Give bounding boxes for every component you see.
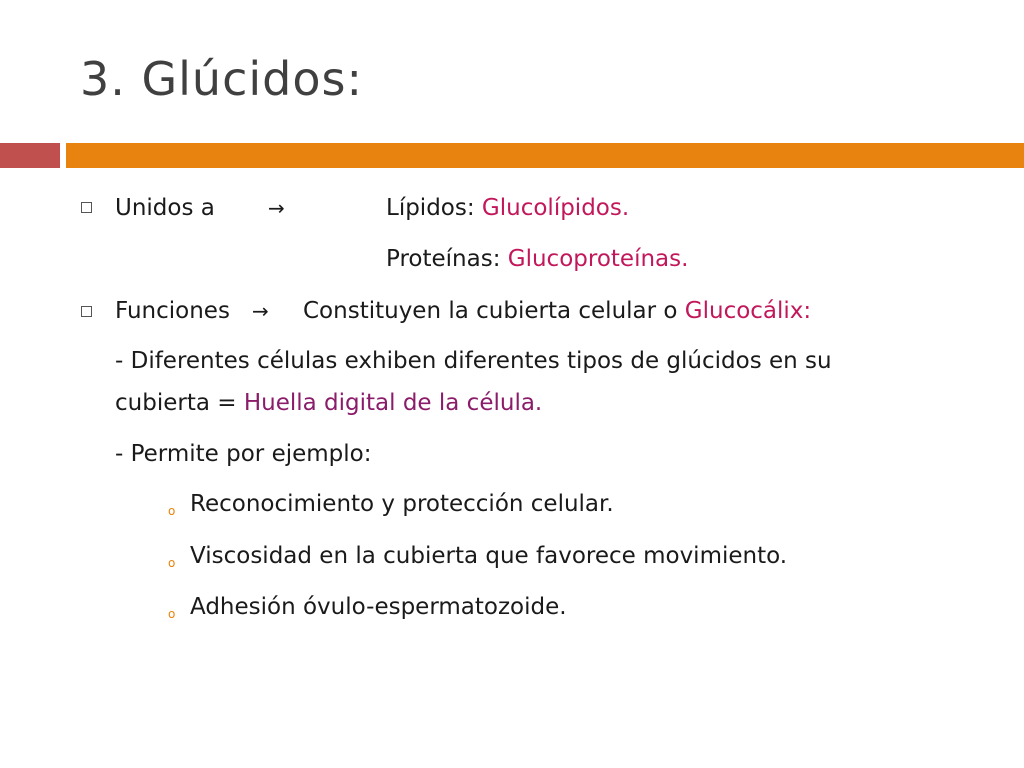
lipidos-line xyxy=(386,194,629,222)
example-item: Adhesión óvulo-espermatozoide. xyxy=(190,594,567,620)
diferentes-line-1: - Diferentes células exhiben diferentes tipos de glúcidos en su xyxy=(115,348,832,374)
right-arrow-icon: → xyxy=(252,299,269,323)
huella-digital-highlight: Huella digital de la célula. xyxy=(243,390,543,416)
funciones-text xyxy=(303,297,811,325)
circle-bullet-icon: o xyxy=(168,607,176,621)
example-item: Reconocimiento y protección celular. xyxy=(190,491,614,517)
square-bullet-icon xyxy=(81,202,92,213)
unidos-label: Unidos a xyxy=(115,195,215,221)
proteinas-line xyxy=(386,245,688,273)
lipidos-label: Lípidos: xyxy=(386,195,482,221)
title-underline-accent-orange xyxy=(66,143,1024,168)
right-arrow-icon: → xyxy=(268,196,285,220)
title-underline-accent-red xyxy=(0,143,60,168)
permite-line: - Permite por ejemplo: xyxy=(115,441,372,467)
funciones-label: Funciones xyxy=(115,298,230,324)
slide-title: 3. Glúcidos: xyxy=(80,52,363,106)
proteinas-value: Glucoproteínas. xyxy=(507,246,689,272)
proteinas-label: Proteínas: xyxy=(386,246,508,272)
circle-bullet-icon: o xyxy=(168,556,176,570)
glucocalix-highlight: Glucocálix: xyxy=(684,298,812,324)
diferentes-prefix: cubierta = xyxy=(115,390,244,416)
diferentes-line-2 xyxy=(115,389,542,417)
square-bullet-icon xyxy=(81,306,92,317)
lipidos-value: Glucolípidos. xyxy=(481,195,630,221)
circle-bullet-icon: o xyxy=(168,504,176,518)
bullet-funciones xyxy=(115,297,230,325)
example-item: Viscosidad en la cubierta que favorece movimiento. xyxy=(190,543,788,569)
bullet-unidos xyxy=(115,194,215,222)
funciones-description: Constituyen la cubierta celular o xyxy=(303,298,685,324)
